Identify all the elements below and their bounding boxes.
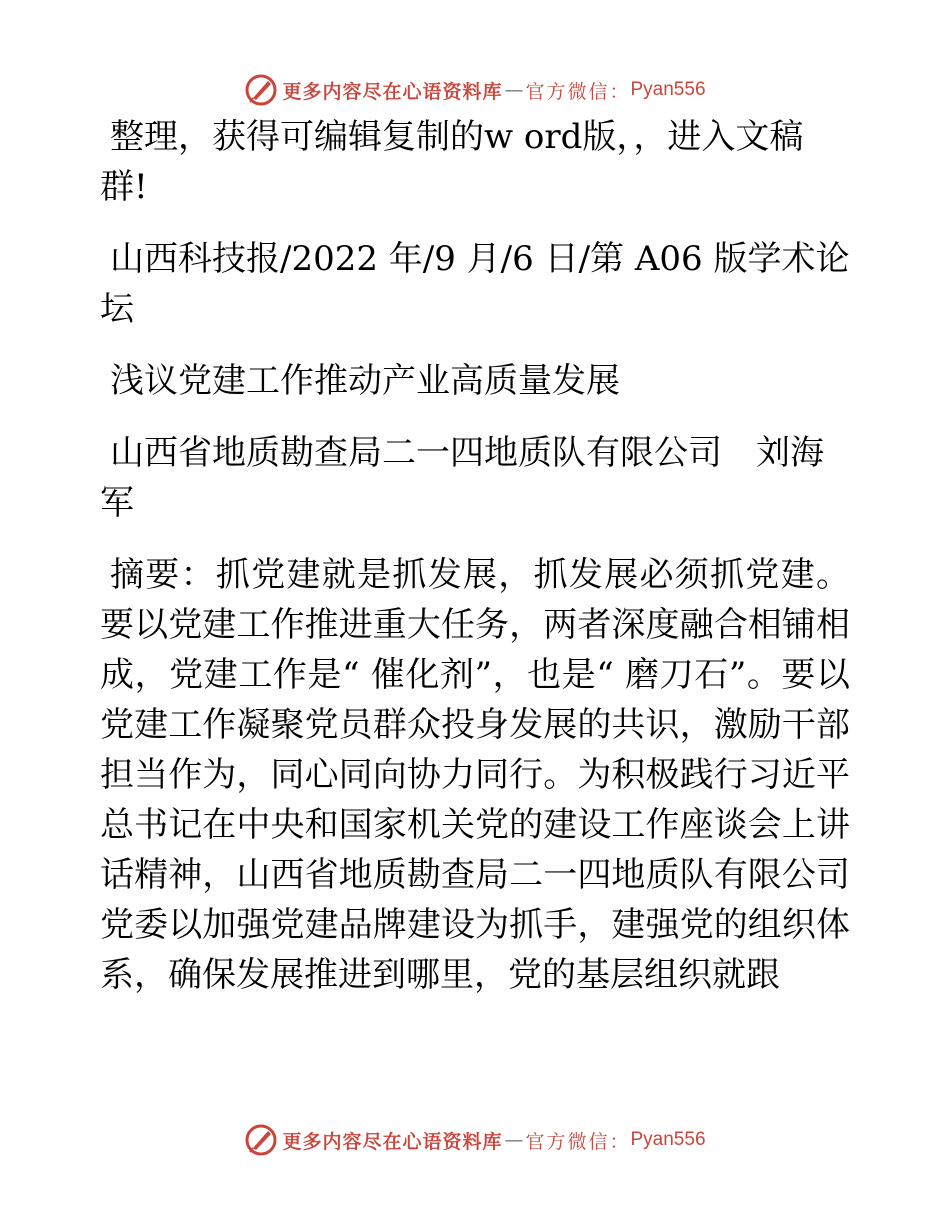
banner-dash: — — [504, 1129, 524, 1151]
quill-logo-icon — [244, 1123, 278, 1157]
abstract-paragraph: 摘要：抓党建就是抓发展，抓发展必须抓党建。要以党建工作推进重大任务，两者深度融合相铺相成，党建工作是“ 催化剂”，也是“ 磨刀石”。要以党建工作凝聚党员群众投身发展的共识，激励干部担当作为，同心同向协力同行。为积极践行习近平总书记在中央和国家机关党的建设工作座谈会上讲话精神，山西省地质勘查局二一四地质队有限公司党委以加强党建品牌建设为抓手，建强党的组织体系，确保发展推进到哪里，党的基层组织就跟 — [100, 555, 850, 995]
wechat-id: Pyan556 — [630, 1129, 706, 1150]
wechat-id: Pyan556 — [630, 79, 706, 100]
brand-text: 更多内容尽在心语资料库 — [282, 80, 503, 103]
intro-paragraph: 整理，获得可编辑复制的w ord版，，进入文稿群! — [100, 117, 804, 207]
wechat-label: 官方微信： — [525, 80, 631, 103]
author-line: 山西省地质勘查局二一四地质队有限公司 刘海军 — [100, 433, 824, 523]
quill-logo-icon — [244, 73, 278, 107]
source-line: 山西科技报/2022 年/9 月/6 日/第 A06 版学术论坛 — [100, 239, 850, 329]
header-watermark — [0, 70, 950, 110]
brand-text: 更多内容尽在心语资料库 — [282, 1130, 503, 1153]
wechat-label: 官方微信： — [525, 1130, 631, 1153]
banner-dash: — — [504, 79, 524, 101]
document-body — [100, 112, 850, 1000]
article-title: 浅议党建工作推动产业高质量发展 — [110, 361, 620, 401]
footer-watermark — [0, 1120, 950, 1160]
